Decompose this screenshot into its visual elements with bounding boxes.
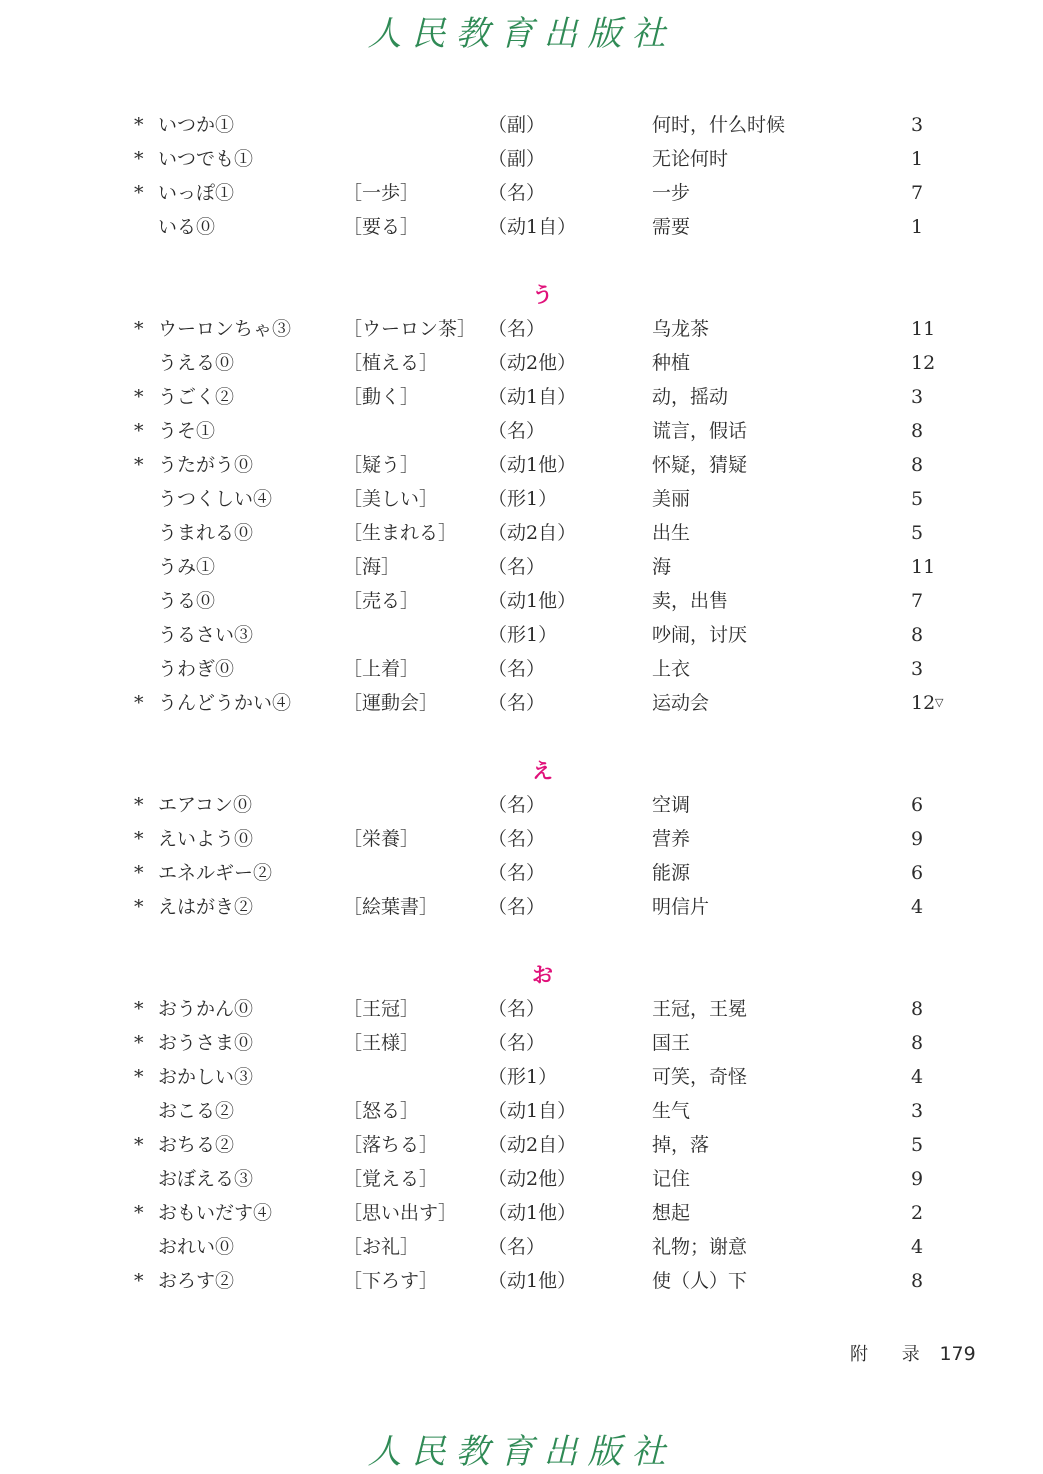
star-marker: * [134,828,144,850]
star-marker: * [134,114,144,136]
entry-part-of-speech: （名） [488,896,546,918]
publisher-logo-bottom: 人民教育出版社 [367,1432,676,1472]
entry-lesson: 8 [911,1032,924,1054]
section-heading: う [532,282,553,307]
entry-part-of-speech: （动2他） [488,352,577,374]
entry-kana: いる⓪ [158,216,216,238]
vocab-entry [0,1264,1043,1298]
entry-lesson: 8 [911,1270,924,1292]
entry-kanji: ［運動会］ [343,692,439,714]
entry-meaning: 国王 [652,1032,691,1054]
entry-kana: うる⓪ [158,590,216,612]
entry-meaning: 卖，出售 [652,590,729,612]
entry-meaning: 谎言，假话 [652,420,748,442]
entry-meaning: 需要 [652,216,691,238]
entry-part-of-speech: （动1他） [488,1202,577,1224]
section-spacer [0,720,1043,754]
entry-kana: おぼえる③ [158,1168,254,1190]
entry-kanji: ［王冠］ [343,998,420,1020]
entry-lesson: 4 [911,1236,924,1258]
entry-lesson: 11 [911,318,936,340]
entry-kanji: ［思い出す］ [343,1202,458,1224]
entry-meaning: 海 [652,556,672,578]
entry-lesson: 12 [911,352,936,374]
entry-kanji: ［植える］ [343,352,439,374]
entry-kanji: ［疑う］ [343,454,420,476]
entry-meaning: 记住 [652,1168,691,1190]
star-marker: * [134,454,144,476]
entry-lesson: 6 [911,794,924,816]
entry-part-of-speech: （动1自） [488,216,577,238]
vocab-entry [0,210,1043,244]
entry-meaning: 无论何时 [652,148,729,170]
vocab-entry [0,414,1043,448]
vocab-entry [0,1060,1043,1094]
entry-kana: おうかん⓪ [158,998,254,1020]
vocab-entry [0,482,1043,516]
entry-part-of-speech: （动1他） [488,1270,577,1292]
entry-kana: おこる② [158,1100,235,1122]
star-marker: * [134,148,144,170]
entry-part-of-speech: （动2自） [488,522,577,544]
entry-kana: うまれる⓪ [158,522,254,544]
entry-lesson: 5 [911,488,924,510]
star-marker: * [134,692,144,714]
entry-part-of-speech: （形1） [488,1066,558,1088]
entry-part-of-speech: （名） [488,794,546,816]
section-spacer [0,244,1043,278]
entry-kana: うわぎ⓪ [158,658,235,680]
entry-part-of-speech: （名） [488,862,546,884]
entry-kana: うるさい③ [158,624,254,646]
vocab-entry [0,108,1043,142]
entry-meaning: 出生 [652,522,691,544]
vocab-entry [0,1128,1043,1162]
entry-kanji: ［売る］ [343,590,420,612]
star-marker: * [134,1066,144,1088]
entry-part-of-speech: （动1他） [488,454,577,476]
star-marker: * [134,318,144,340]
entry-kanji: ［上着］ [343,658,420,680]
entry-kana: えはがき② [158,896,254,918]
entry-kana: おもいだす④ [158,1202,273,1224]
vocabulary-list [0,108,1043,1298]
entry-kana: うたがう⓪ [158,454,254,476]
publisher-logo-top: 人民教育出版社 [367,14,676,54]
star-marker: * [134,862,144,884]
section-spacer [0,924,1043,958]
entry-meaning: 明信片 [652,896,710,918]
entry-meaning: 吵闹，讨厌 [652,624,748,646]
entry-lesson: 11 [911,556,936,578]
vocab-entry [0,788,1043,822]
entry-meaning: 动，摇动 [652,386,729,408]
entry-lesson: 3 [911,658,924,680]
entry-part-of-speech: （名） [488,658,546,680]
entry-kana: エネルギー② [158,862,273,884]
page-footer [850,1340,976,1366]
entry-lesson: 12 [911,692,936,714]
entry-kanji: ［一歩］ [343,182,420,204]
entry-lesson: 8 [911,624,924,646]
vocab-entry [0,686,1043,720]
entry-kana: おかしい③ [158,1066,254,1088]
entry-meaning: 美丽 [652,488,691,510]
appendix-label: 附 录 [850,1344,934,1365]
entry-meaning: 可笑，奇怪 [652,1066,748,1088]
entry-part-of-speech: （副） [488,148,546,170]
entry-kanji: ［動く］ [343,386,420,408]
entry-part-of-speech: （名） [488,1032,546,1054]
entry-kana: うんどうかい④ [158,692,292,714]
star-marker: * [134,1270,144,1292]
entry-lesson: 4 [911,896,924,918]
star-marker: * [134,182,144,204]
entry-meaning: 生气 [652,1100,691,1122]
entry-lesson: 5 [911,522,924,544]
entry-kanji: ［生まれる］ [343,522,458,544]
page-number: 179 [939,1343,976,1365]
entry-meaning: 礼物；谢意 [652,1236,748,1258]
entry-part-of-speech: （名） [488,998,546,1020]
vocab-entry [0,380,1043,414]
entry-meaning: 空调 [652,794,691,816]
entry-kana: えいよう⓪ [158,828,254,850]
entry-meaning: 掉，落 [652,1134,710,1156]
entry-kanji: ［絵葉書］ [343,896,439,918]
entry-part-of-speech: （形1） [488,624,558,646]
entry-lesson: 7 [911,182,924,204]
entry-kana: おちる② [158,1134,235,1156]
entry-kana: エアコン⓪ [158,794,253,816]
entry-part-of-speech: （名） [488,318,546,340]
vocab-entry [0,1094,1043,1128]
entry-kanji: ［美しい］ [343,488,439,510]
vocab-entry [0,312,1043,346]
entry-meaning: 上衣 [652,658,691,680]
vocab-entry [0,584,1043,618]
entry-lesson: 8 [911,420,924,442]
entry-lesson: 4 [911,1066,924,1088]
entry-kanji: ［お礼］ [343,1236,420,1258]
entry-part-of-speech: （动1自） [488,1100,577,1122]
entry-part-of-speech: （名） [488,692,546,714]
entry-kana: ウーロンちゃ③ [158,318,292,340]
vocab-entry [0,550,1043,584]
entry-kanji: ［海］ [343,556,401,578]
entry-kanji: ［落ちる］ [343,1134,439,1156]
star-marker: * [134,386,144,408]
entry-kana: うそ① [158,420,216,442]
entry-kana: いつか① [158,114,235,136]
vocab-entry [0,1230,1043,1264]
entry-meaning: 使（人）下 [652,1270,748,1292]
entry-kanji: ［ウーロン茶］ [343,318,477,340]
entry-kanji: ［覚える］ [343,1168,439,1190]
entry-part-of-speech: （副） [488,114,546,136]
vocab-entry [0,448,1043,482]
entry-kanji: ［栄養］ [343,828,420,850]
entry-kana: いつでも① [158,148,254,170]
entry-lesson: 6 [911,862,924,884]
entry-lesson: 7 [911,590,924,612]
entry-lesson: 1 [911,216,924,238]
entry-lesson: 5 [911,1134,924,1156]
entry-meaning: 营养 [652,828,691,850]
vocab-entry [0,992,1043,1026]
vocab-entry [0,142,1043,176]
entry-kana: うつくしい④ [158,488,273,510]
vocab-entry [0,856,1043,890]
entry-lesson: 3 [911,114,924,136]
entry-part-of-speech: （动2他） [488,1168,577,1190]
section-heading: お [532,962,553,987]
vocab-entry [0,890,1043,924]
star-marker: * [134,420,144,442]
entry-part-of-speech: （名） [488,420,546,442]
vocab-entry [0,1026,1043,1060]
entry-meaning: 王冠，王冕 [652,998,748,1020]
entry-kana: いっぽ① [158,182,235,204]
entry-meaning: 一步 [652,182,691,204]
entry-part-of-speech: （形1） [488,488,558,510]
entry-lesson: 3 [911,1100,924,1122]
entry-kanji: ［王様］ [343,1032,420,1054]
entry-meaning: 怀疑，猜疑 [652,454,748,476]
entry-kana: おれい⓪ [158,1236,235,1258]
entry-mark: ▽ [935,696,944,709]
entry-kana: おうさま⓪ [158,1032,254,1054]
entry-kana: おろす② [158,1270,235,1292]
entry-lesson: 9 [911,1168,924,1190]
vocab-entry [0,346,1043,380]
entry-meaning: 想起 [652,1202,691,1224]
entry-lesson: 1 [911,148,924,170]
entry-kanji: ［怒る］ [343,1100,420,1122]
vocab-entry [0,176,1043,210]
star-marker: * [134,1032,144,1054]
entry-meaning: 种植 [652,352,691,374]
entry-lesson: 3 [911,386,924,408]
entry-lesson: 8 [911,454,924,476]
star-marker: * [134,896,144,918]
entry-part-of-speech: （名） [488,182,546,204]
vocab-entry [0,652,1043,686]
section-heading: え [532,758,553,783]
entry-meaning: 运动会 [652,692,710,714]
star-marker: * [134,794,144,816]
vocab-entry [0,822,1043,856]
entry-part-of-speech: （名） [488,1236,546,1258]
entry-lesson: 2 [911,1202,924,1224]
entry-meaning: 能源 [652,862,691,884]
entry-lesson: 9 [911,828,924,850]
entry-kana: うえる⓪ [158,352,235,374]
star-marker: * [134,1134,144,1156]
entry-kanji: ［下ろす］ [343,1270,439,1292]
entry-kana: うみ① [158,556,216,578]
vocab-entry [0,1162,1043,1196]
entry-part-of-speech: （名） [488,828,546,850]
entry-part-of-speech: （动1他） [488,590,577,612]
entry-meaning: 何时，什么时候 [652,114,786,136]
entry-part-of-speech: （动2自） [488,1134,577,1156]
entry-part-of-speech: （动1自） [488,386,577,408]
entry-kana: うごく② [158,386,235,408]
entry-part-of-speech: （名） [488,556,546,578]
vocab-entry [0,516,1043,550]
vocab-entry [0,618,1043,652]
entry-kanji: ［要る］ [343,216,420,238]
star-marker: * [134,998,144,1020]
star-marker: * [134,1202,144,1224]
entry-meaning: 乌龙茶 [652,318,710,340]
vocab-entry [0,1196,1043,1230]
entry-lesson: 8 [911,998,924,1020]
